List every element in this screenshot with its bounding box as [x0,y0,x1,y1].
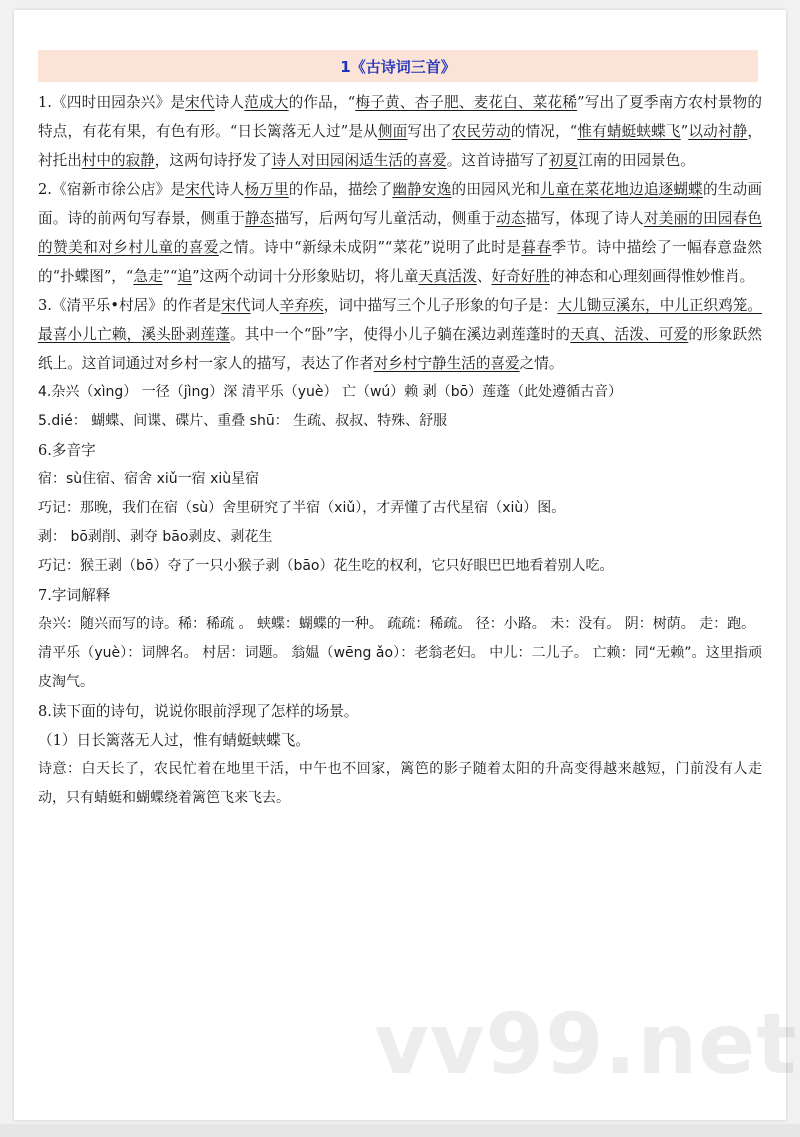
key-point: 初夏 [548,152,579,169]
text-span: 之情。诗中“新绿未成阴”“菜花”说明了此时是 [218,239,522,256]
key-point: 急走 [133,268,163,285]
key-point: 宋代 [185,181,215,198]
key-point: 幽静安逸 [392,181,452,198]
paragraph-1 [38,88,762,175]
key-point: 大儿锄豆溪东，中儿正织鸡笼。最喜小儿亡赖，溪头卧剥莲蓬 [38,297,762,343]
reading-verse: （1）日长篱落无人过，惟有蜻蜓蛱蝶飞。 [38,732,310,749]
key-point: 天真活泼 [418,268,477,285]
lesson-title: 1《古诗词三首》 [38,50,758,82]
watermark: vv99.net [374,995,798,1093]
text-span: 1.《四时田园杂兴》是 [38,94,186,111]
text-span: 的作品，描绘了 [288,181,393,198]
key-point: 追 [177,268,193,285]
text-span: 季节。诗中描绘了一幅春意盎然的“扑蝶图”，“ [38,239,762,285]
key-point: 以动衬静 [688,123,748,140]
key-point: 暮春 [521,239,552,256]
glossary-poem-3: 清平乐（yuè）：词牌名。 村居：词题。 翁媪（wēng ǎo）：老翁老妇。 中儿：二儿子。 亡赖：同“无赖”。这里指顽皮淘气。 [38,645,762,690]
text-span: ” [680,123,689,140]
key-point: 宋代 [185,94,215,111]
section-heading-glossary: 7.字词解释 [38,587,111,604]
key-point: 静态 [244,210,275,227]
key-point: 惟有蜻蜓蛱蝶飞 [577,123,681,140]
text-span: 诗人 [214,181,245,198]
glossary-poem-1-2: 杂兴：随兴而写的诗。稀：稀疏 。 蛱蝶：蝴蝶的一种。 疏疏：稀疏。 径：小路。 未：没有。 阴：树荫。 走：跑。 [38,616,756,632]
text-span: 。这首诗描写了 [446,152,549,169]
key-point: 诗人对田园闲适生活的喜爱 [271,152,447,169]
key-point: 杨万里 [244,181,289,198]
text-span: 的田园风光和 [451,181,541,198]
paragraph-3 [38,291,762,378]
text-span: 描写，体现了诗人 [525,210,644,227]
text-span: ，这两句诗抒发了 [154,152,272,169]
text-span: 江南的田园景色。 [578,152,695,169]
text-span: 写出了 [407,123,452,140]
text-span: ”“ [162,268,178,285]
text-span: ，词中描写三个儿子形象的句子是： [323,297,558,314]
mnemonic-su: 巧记：那晚，我们在宿（sù）舍里研究了半宿（xiǔ），才弄懂了古代星宿（xiù）图。 [38,500,566,516]
key-point: 村中的寂静 [81,152,155,169]
text-span: 的生动画面。诗的前两句写春景，侧重于 [38,181,762,227]
text-span: 的神态和心理刻画得惟妙惟肖。 [549,268,755,285]
polyphone-su: 宿：sù住宿、宿舍 xiǔ一宿 xiù星宿 [38,471,260,487]
document-page [14,10,798,1120]
section-heading-reading: 8.读下面的诗句，说说你眼前浮现了怎样的场景。 [38,703,359,720]
mnemonic-bo: 巧记：猴王剥（bō）夺了一只小猴子剥（bāo）花生吃的权利，它只好眼巴巴地看着别人吃。 [38,558,614,574]
text-span: 之情。 [519,355,564,372]
text-span: 的情况，“ [510,123,578,140]
key-point: 辛弃疾 [279,297,324,314]
text-span: 3.《清平乐•村居》的作者是 [38,297,222,314]
key-point: 宋代 [221,297,251,314]
text-span: 的作品，“ [288,94,356,111]
pronunciation-line: 4.杂兴（xìng） 一径（jìng）深 清平乐（yuè） 亡（wú）赖 剥（bō）莲蓬（此处遵循古音） [38,384,623,400]
text-span: ”这两个动词十分形象贴切，将儿童 [192,268,419,285]
key-point: 对美丽的田园春色的赞美和对乡村儿童的喜爱 [38,210,762,256]
lesson-content [38,88,762,813]
text-span: 的形象跃然纸上。这首词通过对乡村一家人的描写，表达了作者 [38,326,762,372]
verse-meaning: 诗意：白天长了，农民忙着在地里干活，中午也不回家，篱笆的影子随着太阳的升高变得越来越短，门前没有人走动，只有蜻蜓和蝴蝶绕着篱笆飞来飞去。 [38,761,762,806]
polyphone-bo: 剥： bō剥削、剥夺 bāo剥皮、剥花生 [38,529,273,545]
key-point: 农民劳动 [451,123,511,140]
text-span: 诗人 [214,94,245,111]
text-span: 词人 [250,297,280,314]
text-span: 。其中一个“卧”字，使得小儿子躺在溪边剥莲蓬时的 [229,326,571,343]
key-point: 梅子黄、杏子肥、麦花白、菜花稀 [355,94,578,111]
text-span: ”写出了夏季南方农村景物的特点，有花有果，有色有形。“日长篱落无人过”是从 [38,94,762,140]
key-point: 侧面 [377,123,408,140]
text-span: 、 [476,268,492,285]
key-point: 好奇好胜 [491,268,550,285]
section-heading-polyphones: 6.多音字 [38,442,96,459]
key-point: 天真、活泼、可爱 [570,326,689,343]
key-point: 动态 [496,210,526,227]
key-point: 儿童在菜花地边追逐蝴蝶 [540,181,703,198]
key-point: 对乡村宁静生活的喜爱 [373,355,520,372]
homophone-line: 5.dié： 蝴蝶、间谍、碟片、重叠 shū： 生疏、叔叔、特殊、舒服 [38,413,448,429]
text-span: 描写，后两句写儿童活动，侧重于 [274,210,497,227]
key-point: 范成大 [244,94,289,111]
paragraph-2 [38,175,762,291]
text-span: 2.《宿新市徐公店》是 [38,181,186,198]
text-span: ，衬托出 [38,123,762,169]
page-bottom-strip [0,1124,800,1137]
